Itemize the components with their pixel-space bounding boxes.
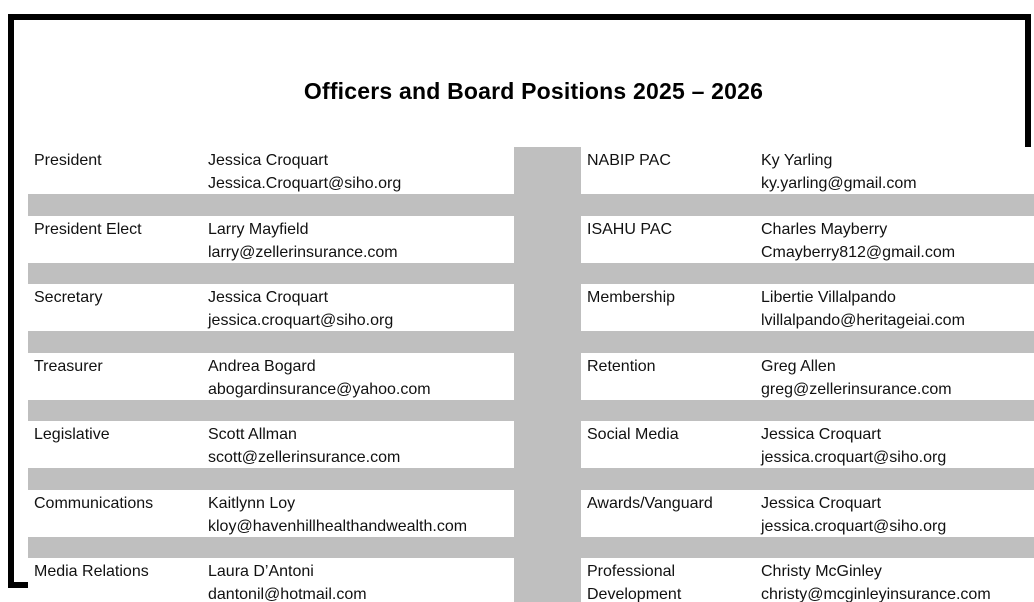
person-email: Cmayberry812@gmail.com [761,244,956,261]
person-name: Charles Mayberry [761,221,888,238]
person-email: lvillalpando@heritageiai.com [761,312,965,329]
contact-info [208,560,510,602]
person-name: Scott Allman [208,426,297,443]
position-label: Secretary [34,289,103,306]
person-email: dantonil@hotmail.com [208,586,367,602]
contact-info [208,492,510,537]
position-label: Awards/Vanguard [587,495,713,512]
table-row [28,421,1034,468]
table-row [28,216,1034,263]
contact-info [761,423,1034,468]
position-label: Social Media [587,426,679,443]
person-email: abogardinsurance@yahoo.com [208,381,431,398]
position-label: Legislative [34,426,110,443]
table-cell-professional-development [581,558,1034,602]
person-name: Libertie Villalpando [761,289,896,306]
table-cell-awards-vanguard [581,490,1034,537]
column-separator [514,558,581,602]
position-label: Retention [587,358,656,375]
position-label: NABIP PAC [587,152,671,169]
person-name: Andrea Bogard [208,358,316,375]
person-email: greg@zellerinsurance.com [761,381,952,398]
table-row [28,284,1034,331]
table-cell-treasurer [28,353,514,400]
column-separator [514,216,581,263]
position-label: Media Relations [34,563,149,580]
position-label: Professional Development [587,563,682,602]
table-cell-retention [581,353,1034,400]
person-name: Laura D’Antoni [208,563,314,580]
person-email: jessica.croquart@siho.org [208,312,394,329]
table-cell-president [28,147,514,194]
contact-info [761,149,1034,194]
position-label: Communications [34,495,154,512]
position-label: President Elect [34,221,142,238]
person-email: scott@zellerinsurance.com [208,449,401,466]
table-cell-president-elect [28,216,514,263]
contact-info [208,423,510,468]
page-border-frame [8,14,1031,602]
person-name: Jessica Croquart [208,289,329,306]
person-name: Larry Mayfield [208,221,309,238]
table-cell-legislative [28,421,514,468]
person-name: Greg Allen [761,358,836,375]
person-name: Ky Yarling [761,152,833,169]
contact-info [208,355,510,400]
contact-info [208,218,510,263]
person-email: larry@zellerinsurance.com [208,244,398,261]
table-row [28,490,1034,537]
column-separator [514,490,581,537]
contact-info [208,149,510,194]
column-separator [514,353,581,400]
person-name: Jessica Croquart [208,152,329,169]
table-row [28,558,1034,602]
table-cell-membership [581,284,1034,331]
person-email: christy@mcginleyinsurance.com [761,586,991,602]
position-label: President [34,152,102,169]
table-row [28,353,1034,400]
person-email: jessica.croquart@siho.org [761,449,947,466]
contact-info [208,286,510,331]
column-separator [514,421,581,468]
person-name: Jessica Croquart [761,495,882,512]
contact-info [761,492,1034,537]
person-email: ky.yarling@gmail.com [761,175,917,192]
person-email: jessica.croquart@siho.org [761,518,947,535]
contact-info [761,286,1034,331]
person-name: Jessica Croquart [761,426,882,443]
position-label: ISAHU PAC [587,221,673,238]
person-email: Jessica.Croquart@siho.org [208,175,402,192]
board-table [28,147,1034,602]
person-name: Kaitlynn Loy [208,495,296,512]
contact-info [761,218,1034,263]
table-row [28,147,1034,194]
table-cell-nabip-pac [581,147,1034,194]
contact-info [761,355,1034,400]
table-cell-media-relations [28,558,514,602]
person-name: Christy McGinley [761,563,882,580]
position-label: Treasurer [34,358,103,375]
table-cell-isahu-pac [581,216,1034,263]
contact-info [761,560,1034,602]
table-cell-secretary [28,284,514,331]
position-label: Membership [587,289,676,306]
person-email: kloy@havenhillhealthandwealth.com [208,518,468,535]
table-cell-social-media [581,421,1034,468]
table-cell-communications [28,490,514,537]
page-title: Officers and Board Positions 2025 – 2026 [303,78,764,104]
column-separator [514,147,581,194]
column-separator [514,284,581,331]
